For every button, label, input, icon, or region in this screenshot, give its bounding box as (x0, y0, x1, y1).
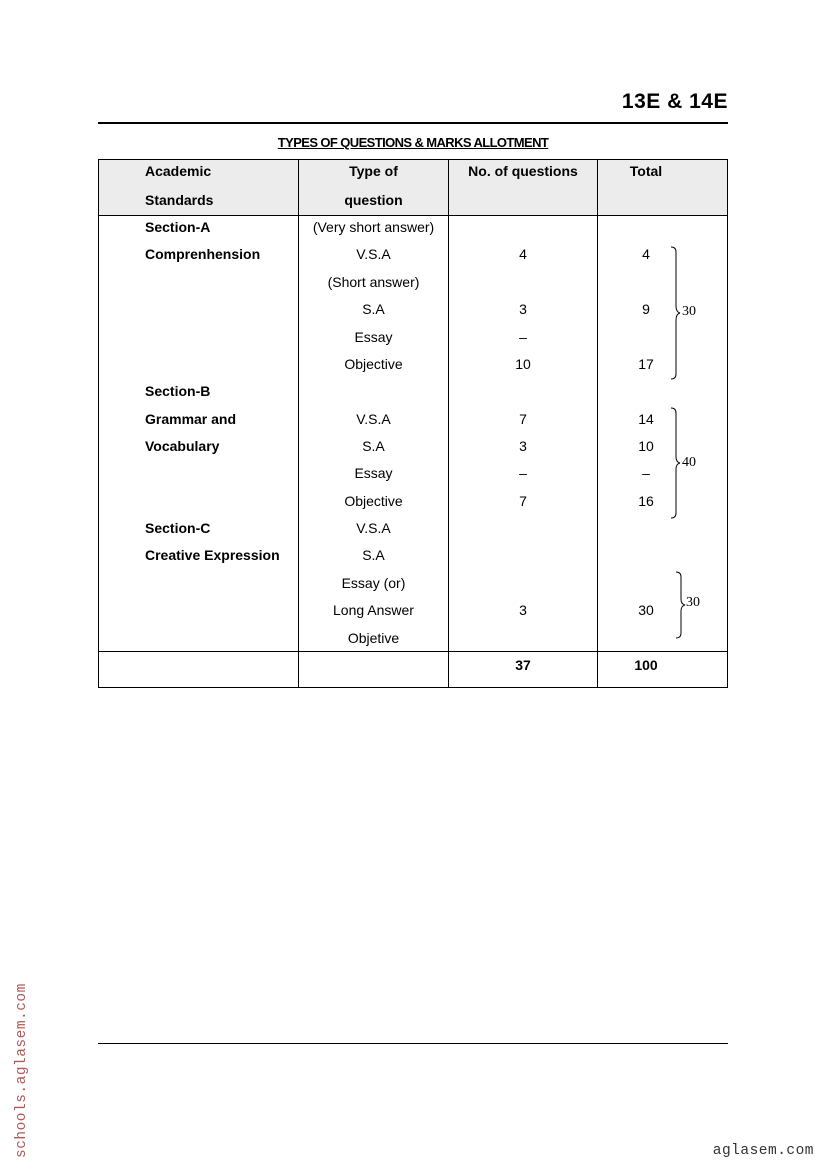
bottom-rule (98, 1043, 728, 1044)
header-total: Total (629, 163, 663, 179)
section-c-subtotal: 30 (686, 595, 700, 610)
section-b-brace-icon (670, 407, 682, 519)
header-type-of: Type of (349, 163, 398, 179)
row-count: – (519, 465, 527, 481)
header-academic: Academic (145, 163, 212, 179)
row-type: S.A (362, 438, 385, 454)
row-standard: Creative Expression (145, 547, 280, 563)
total-row-divider (99, 651, 727, 652)
row-total: – (642, 465, 650, 481)
side-watermark: schools.aglasem.com (14, 983, 30, 1158)
top-rule (98, 122, 728, 124)
grand-total-marks: 100 (634, 657, 658, 673)
header-question: question (344, 192, 403, 208)
row-total: 4 (642, 246, 650, 262)
row-count: 3 (519, 438, 527, 454)
row-type: (Very short answer) (312, 219, 435, 235)
row-type: Objective (344, 493, 403, 509)
section-a-brace-icon (670, 246, 682, 380)
row-type: Objetive (347, 630, 400, 646)
row-standard: Vocabulary (145, 438, 220, 454)
section-a-subtotal: 30 (682, 304, 696, 319)
row-type: Objective (344, 356, 403, 372)
row-type: Essay (354, 465, 393, 481)
row-total: 30 (638, 602, 654, 618)
paper-code: 13E & 14E (621, 90, 728, 113)
row-standard: Comprenhension (145, 246, 261, 262)
header-standards: Standards (145, 192, 214, 208)
row-count: 7 (519, 493, 527, 509)
row-standard: Section-B (145, 383, 211, 399)
row-type: (Short answer) (327, 274, 420, 290)
row-count: 3 (519, 301, 527, 317)
row-type: V.S.A (356, 520, 391, 536)
row-type: Essay (or) (341, 575, 406, 591)
marks-table (98, 159, 728, 688)
section-b-subtotal: 40 (682, 455, 696, 470)
row-standard: Section-A (145, 219, 211, 235)
row-standard: Section-C (145, 520, 211, 536)
row-type: Long Answer (333, 602, 414, 618)
row-type: S.A (362, 547, 385, 563)
row-total: 16 (638, 493, 654, 509)
row-total: 14 (638, 411, 654, 427)
row-total: 9 (642, 301, 650, 317)
row-type: V.S.A (356, 411, 391, 427)
bottom-watermark: aglasem.com (712, 1143, 814, 1159)
row-count: 3 (519, 602, 527, 618)
row-type: Essay (354, 329, 393, 345)
header-no-of-questions: No. of questions (468, 163, 578, 179)
grand-total-questions: 37 (515, 657, 531, 673)
row-count: 7 (519, 411, 527, 427)
row-count: 4 (519, 246, 527, 262)
row-count: 10 (515, 356, 531, 372)
row-type: V.S.A (356, 246, 391, 262)
table-title: TYPES OF QUESTIONS & MARKS ALLOTMENT (277, 135, 549, 150)
row-total: 10 (638, 438, 654, 454)
row-type: S.A (362, 301, 385, 317)
row-total: 17 (638, 356, 654, 372)
row-count: – (519, 329, 527, 345)
row-standard: Grammar and (145, 411, 237, 427)
